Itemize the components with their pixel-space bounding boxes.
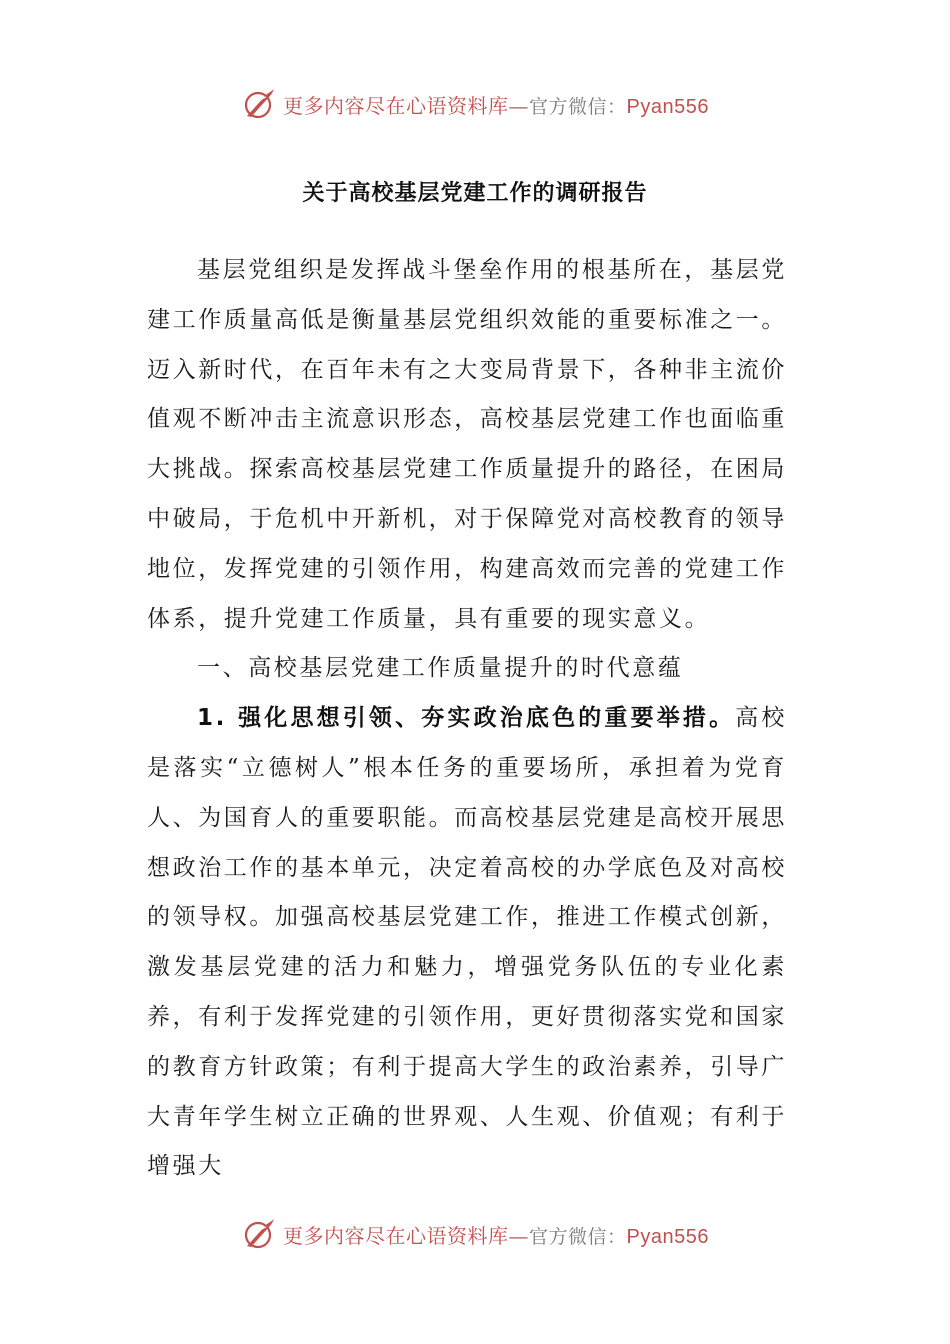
watermark-text <box>283 1220 709 1249</box>
section-heading-text: 一、高校基层党建工作质量提升的时代意蕴 <box>197 655 684 682</box>
document-title: 关于高校基层党建工作的调研报告 <box>302 181 648 206</box>
watermark-header <box>0 82 950 126</box>
quill-pen-circle-icon <box>241 1216 277 1252</box>
watermark-text <box>283 90 709 119</box>
watermark-wechat-label: 官方微信： <box>529 95 627 118</box>
paragraph-text: 高校是落实“立德树人”根本任务的重要场所，承担着为党育人、为国育人的重要职能。而高校基层党建是高校开展思想政治工作的基本单元，决定着高校的办学底色及对高校的领导权。加强高校基层党建工作，推进工作模式创新，激发基层党建的活力和魅力，增强党务队伍的专业化素养，有利于发挥党建的引领作用，更好贯彻落实党和国家的教育方针政策；有利于提高大学生的政治素养，引导广大青年学生树立正确的世界观、人生观、价值观；有利于增强大 <box>147 705 787 1180</box>
paragraph-lead-bold: 1. 强化思想引领、夯实政治底色的重要举措。 <box>197 705 736 732</box>
watermark-main-text: 更多内容尽在心语资料库 <box>283 1223 509 1248</box>
paragraph-intro <box>147 246 787 644</box>
watermark-wechat-id: Pyan556 <box>626 1225 709 1248</box>
watermark-main-text: 更多内容尽在心语资料库 <box>283 93 509 118</box>
watermark-wechat-label: 官方微信： <box>529 1225 627 1248</box>
quill-pen-circle-icon <box>241 86 277 122</box>
document-body <box>147 246 787 1192</box>
watermark-dash: — <box>508 1223 529 1248</box>
watermark-footer <box>0 1212 950 1256</box>
paragraph-point-1 <box>147 694 787 1192</box>
paragraph-text: 基层党组织是发挥战斗堡垒作用的根基所在，基层党建工作质量高低是衡量基层党组织效能的重要标准之一。迈入新时代，在百年未有之大变局背景下，各种非主流价值观不断冲击主流意识形态，高校基层党建工作也面临重大挑战。探索高校基层党建工作质量提升的路径，在困局中破局，于危机中开新机，对于保障党对高校教育的领导地位，发挥党建的引领作用，构建高效而完善的党建工作体系，提升党建工作质量，具有重要的现实意义。 <box>147 257 787 632</box>
section-heading <box>147 644 787 694</box>
watermark-dash: — <box>508 93 529 118</box>
watermark-wechat-id: Pyan556 <box>626 95 709 118</box>
